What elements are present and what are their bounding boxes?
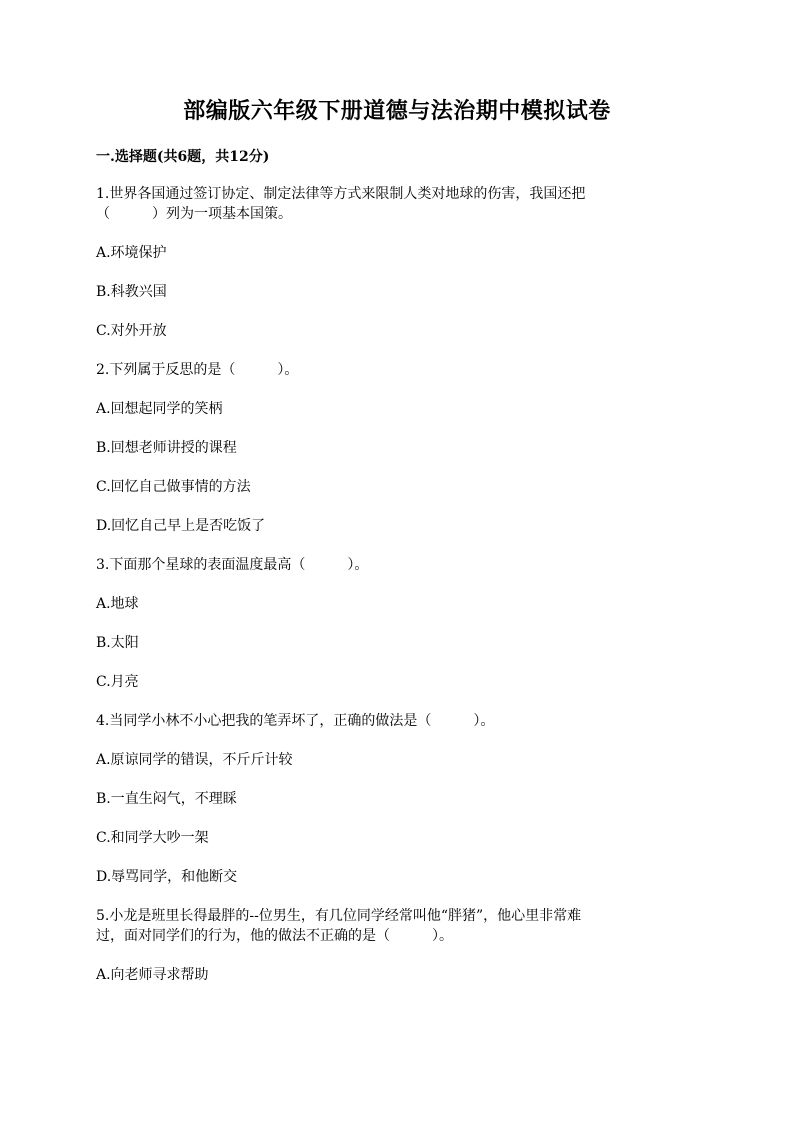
question-stem xyxy=(96,184,696,224)
question-1 xyxy=(96,184,696,341)
option-c: C.和同学大吵一架 xyxy=(96,830,209,846)
question-text-line: 1.世界各国通过签订协定、制定法律等方式来限制人类对地球的伤害，我国还把 xyxy=(96,186,586,202)
question-text-line: 4.当同学小林不小心把我的笔弄坏了，正确的做法是（ ）。 xyxy=(96,713,495,729)
question-stem xyxy=(96,360,696,380)
section-header: 一.选择题(共6题，共12分) xyxy=(96,149,270,165)
question-text-line: 过，面对同学们的行为，他的做法不正确的是（ ）。 xyxy=(96,928,453,944)
question-stem xyxy=(96,906,696,946)
question-stem xyxy=(96,555,696,575)
question-list xyxy=(96,184,696,1004)
option-b: B.一直生闷气，不理睬 xyxy=(96,791,237,807)
option-d: D.回忆自己早上是否吃饭了 xyxy=(96,518,266,534)
option-a: A.环境保护 xyxy=(96,245,167,261)
option-c: C.回忆自己做事情的方法 xyxy=(96,479,251,495)
option-c: C.月亮 xyxy=(96,674,139,690)
option-c: C.对外开放 xyxy=(96,323,167,339)
option-b: B.太阳 xyxy=(96,635,139,651)
option-b: B.科教兴国 xyxy=(96,284,167,300)
question-3 xyxy=(96,555,696,692)
option-b: B.回想老师讲授的课程 xyxy=(96,440,237,456)
option-a: A.原谅同学的错误，不斤斤计较 xyxy=(96,752,293,768)
question-2 xyxy=(96,360,696,536)
question-text-line: 5.小龙是班里长得最胖的--位男生，有几位同学经常叫他“胖猪”，他心里非常难 xyxy=(96,908,582,924)
question-text-line: （ ）列为一项基本国策。 xyxy=(96,206,292,222)
question-text-line: 2.下列属于反思的是（ ）。 xyxy=(96,362,299,378)
option-a: A.向老师寻求帮助 xyxy=(96,967,209,983)
question-5 xyxy=(96,906,696,985)
option-d: D.辱骂同学，和他断交 xyxy=(96,869,238,885)
question-4 xyxy=(96,711,696,887)
option-a: A.回想起同学的笑柄 xyxy=(96,401,223,417)
page-title: 部编版六年级下册道德与法治期中模拟试卷 xyxy=(183,98,611,124)
option-a: A.地球 xyxy=(96,596,139,612)
question-stem xyxy=(96,711,696,731)
question-text-line: 3.下面那个星球的表面温度最高（ ）。 xyxy=(96,557,369,573)
